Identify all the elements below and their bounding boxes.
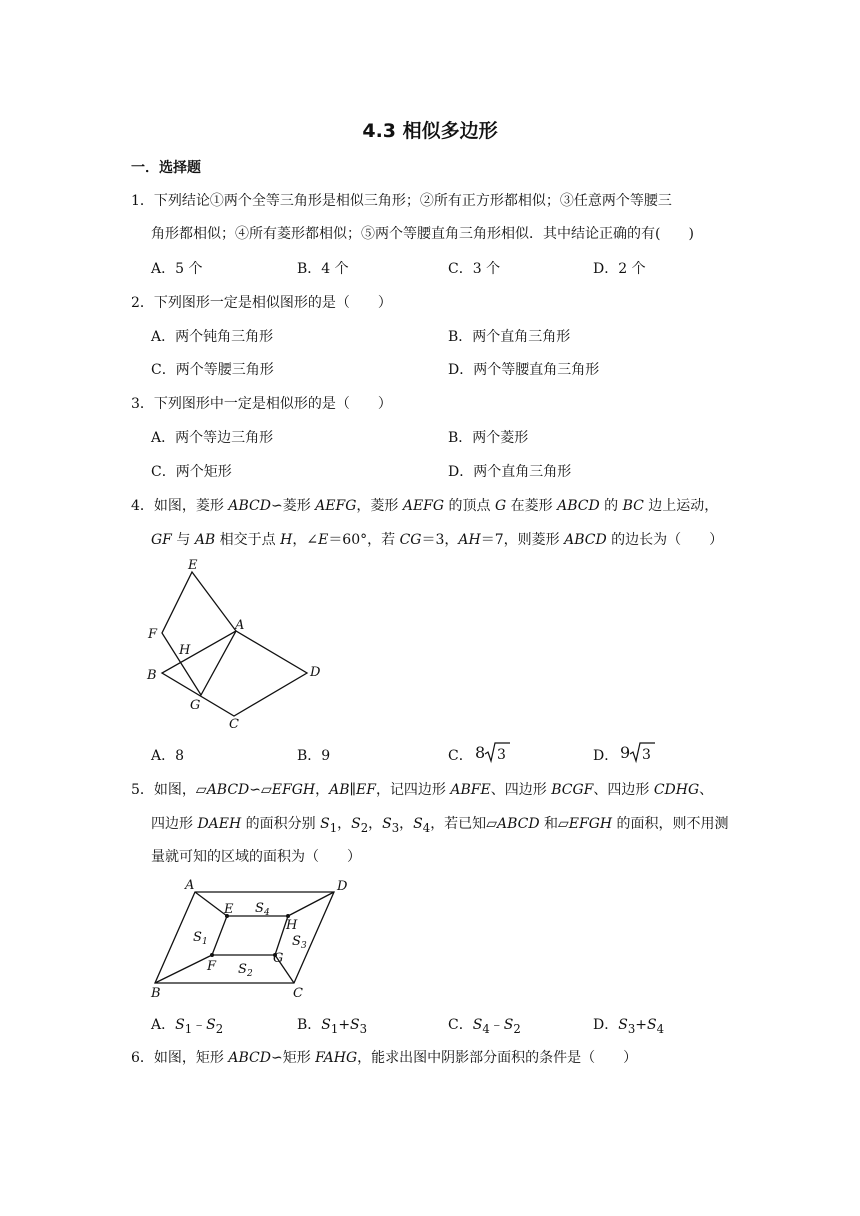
question-5-option-a: A．$S_1﹣S_2$ — [151, 1017, 224, 1036]
label-d: D — [310, 665, 321, 680]
question-6-line-1: 6．如图，矩形 ABCD∽矩形 FAHG，能求出图中阴影部分面积的条件是（ ） — [131, 1050, 638, 1066]
segment-bf — [155, 955, 212, 983]
label-s4: S — [255, 901, 264, 916]
label-c: C — [293, 986, 303, 1001]
label-s1-subscript: 1 — [202, 937, 208, 947]
segment-ae — [195, 892, 227, 916]
section-heading: 一．选择题 — [131, 160, 201, 176]
label-s4-subscript: 4 — [264, 908, 270, 918]
option-c-radical-expression — [474, 739, 514, 765]
label-s1: S — [193, 930, 202, 945]
parallelogram-efgh — [212, 916, 288, 955]
question-2-option-b: B．两个直角三角形 — [448, 329, 571, 345]
question-4-option-b: B．9 — [297, 748, 331, 764]
label-g: G — [190, 698, 201, 713]
label-f: F — [148, 627, 158, 642]
label-s2: S — [238, 962, 247, 977]
question-5-option-c: C．$S_4﹣S_2$ — [448, 1017, 521, 1036]
question-1-option-d: D．2 个 — [593, 261, 646, 277]
label-f: F — [207, 959, 217, 974]
question-3-option-b: B．两个菱形 — [448, 430, 529, 446]
label-a: A — [185, 878, 195, 893]
question-5-option-d: D．$S_3+S_4$ — [593, 1017, 664, 1036]
question-4-line-1: 4．如图，菱形 ABCD∽菱形 AEFG，菱形 AEFG 的顶点 G 在菱形 ABCD 的 BC 边上运动， — [131, 498, 719, 514]
label-d: D — [337, 879, 348, 894]
question-5-option-b: B．$S_1+S_3$ — [297, 1017, 368, 1036]
label-e: E — [224, 902, 234, 917]
question-2-option-a: A．两个钝角三角形 — [151, 329, 274, 345]
question-2-option-c: C．两个等腰三角形 — [151, 362, 274, 378]
radicand: 3 — [642, 747, 651, 763]
question-3-option-c: C．两个矩形 — [151, 464, 232, 480]
question-4-option-a: A．8 — [151, 748, 185, 764]
question-4-line-2: GF 与 AB 相交于点 H，∠E＝60°，若 CG＝3，AH＝7，则菱形 ABCD 的边长为（ ） — [151, 532, 724, 548]
label-b: B — [151, 986, 161, 1001]
label-b: B — [147, 668, 157, 683]
question-2-line-1: 2．下列图形一定是相似图形的是（ ） — [131, 295, 392, 311]
question-1-line-2: 角形都相似；④所有菱形都相似；⑤两个等腰直角三角形相似．其中结论正确的有( ) — [151, 226, 694, 242]
question-5-line-2: 四边形 DAEH 的面积分别 $S_1$，$S_2$，$S_3$，$S_4$，若已知▱ABCD 和▱EFGH 的面积，则不用测 — [151, 816, 729, 835]
option-d-radical-expression — [619, 739, 659, 765]
question-4-option-d: D． — [593, 748, 619, 764]
parallelogram-figure-q5 — [146, 873, 366, 1001]
label-e: E — [188, 558, 198, 573]
label-a: A — [235, 618, 245, 633]
question-1-option-b: B．4 个 — [297, 261, 349, 277]
label-s3: S — [292, 934, 301, 949]
question-4-option-c: C． — [448, 748, 473, 764]
radical-coefficient: 9 — [620, 743, 631, 762]
label-h: H — [286, 918, 298, 933]
rhombus-aefg — [162, 572, 236, 695]
question-2-option-d: D．两个等腰直角三角形 — [448, 362, 600, 378]
rhombus-figure-q4 — [140, 552, 340, 734]
question-5-line-3: 量就可知的区域的面积为（ ） — [151, 849, 361, 865]
question-3-line-1: 3．下列图形中一定是相似形的是（ ） — [131, 396, 392, 412]
question-1-option-a: A．5 个 — [151, 261, 203, 277]
question-3-option-d: D．两个直角三角形 — [448, 464, 572, 480]
page-title: 4.3 相似多边形 — [362, 120, 498, 142]
point-f — [210, 953, 214, 957]
question-3-option-a: A．两个等边三角形 — [151, 430, 274, 446]
label-s3-subscript: 3 — [301, 941, 307, 951]
label-s2-subscript: 2 — [247, 969, 253, 979]
radicand: 3 — [497, 747, 506, 763]
question-5-line-1: 5．如图，▱ABCD∽▱EFGH，AB∥EF，记四边形 ABFE、四边形 BCGF、四边形 CDHG、 — [131, 782, 714, 798]
question-1-line-1: 1．下列结论①两个全等三角形是相似三角形；②所有正方形都相似；③任意两个等腰三 — [131, 193, 672, 209]
segment-dh — [288, 892, 334, 916]
question-1-option-c: C．3 个 — [448, 261, 501, 277]
label-g: G — [273, 951, 284, 966]
label-h: H — [179, 643, 191, 658]
radical-coefficient: 8 — [475, 743, 486, 762]
label-c: C — [229, 717, 239, 732]
